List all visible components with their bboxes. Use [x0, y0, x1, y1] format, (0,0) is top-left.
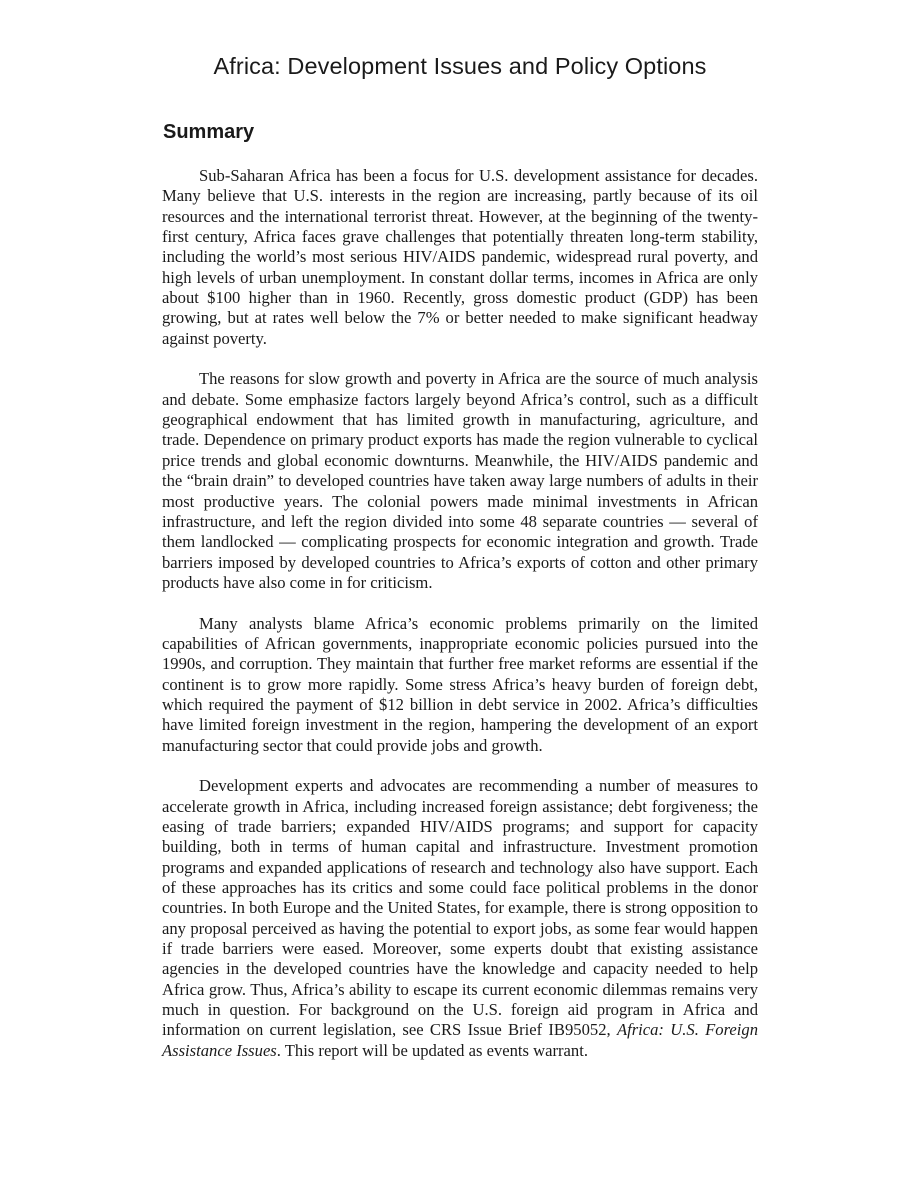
paragraph-4-closing: . This report will be updated as events warrant.: [276, 1040, 588, 1060]
summary-heading: Summary: [163, 121, 255, 143]
page-title: Africa: Development Issues and Policy Options: [213, 53, 707, 79]
summary-paragraph-3: Many analysts blame Africa’s economic problems primarily on the limited capabilities of African governments, inappropriate economic policies pursued into the 1990s, and corruption. They maintain that further free market reforms are essential if the continent is to grow more rapidly. Some stress Africa’s heavy burden of foreign debt, which required the payment of $12 billion in debt service in 2002. Africa’s difficulties have limited foreign investment in the region, hampering the development of an export manufacturing sector that could provide jobs and growth.: [162, 613, 758, 755]
report-title-reference: Africa: U.S. Foreign Assistance Issues: [162, 1020, 758, 1060]
summary-paragraph-2: The reasons for slow growth and poverty in Africa are the source of much analysis and debate. Some emphasize factors largely beyond Africa’s control, such as a difficult geographical endowment that has limited growth in manufacturing, agriculture, and trade. Dependence on primary product exports has made the region vulnerable to cyclical price trends and global economic downturns. Meanwhile, the HIV/AIDS pandemic and the “brain drain” to developed countries have taken away large numbers of adults in their most productive years. The colonial powers made minimal investments in African infrastructure, and left the region divided into some 48 separate countries — several of them landlocked — complicating prospects for economic integration and growth. Trade barriers imposed by developed countries to Africa’s exports of cotton and other primary products have also come in for criticism.: [162, 369, 758, 592]
paragraph-4-text: Development experts and advocates are recommending a number of measures to accelerate growth in Africa, including increased foreign assistance; debt forgiveness; the easing of trade barriers; expanded HIV/AIDS programs; and support for capacity building, both in terms of human capital and infrastructure. Investment promotion programs and expanded applications of research and technology also have support. Each of these approaches has its critics and some could face political problems in the donor countries. In both Europe and the United States, for example, there is strong opposition to any proposal perceived as having the potential to export jobs, as some fear would happen if trade barriers were eased. Moreover, some experts doubt that existing assistance agencies in the developed countries have the knowledge and capacity needed to help Africa grow. Thus, Africa’s ability to escape its current economic dilemmas remains very much in question. For background on the U.S. foreign aid program in Africa and information on current legislation, see CRS Issue Brief IB95052,: [162, 776, 758, 1040]
summary-paragraph-1: Sub-Saharan Africa has been a focus for U.S. development assistance for decades. Many believe that U.S. interests in the region are increasing, partly because of its oil resources and the international terrorist threat. However, at the beginning of the twenty-first century, Africa faces grave challenges that potentially threaten long-term stability, including the world’s most serious HIV/AIDS pandemic, widespread rural poverty, and high levels of urban unemployment. In constant dollar terms, incomes in Africa are only about $100 higher than in 1960. Recently, gross domestic product (GDP) has been growing, but at rates well below the 7% or better needed to make significant headway against poverty.: [162, 166, 758, 348]
summary-body: [162, 166, 758, 1081]
summary-paragraph-4: [162, 776, 758, 1061]
